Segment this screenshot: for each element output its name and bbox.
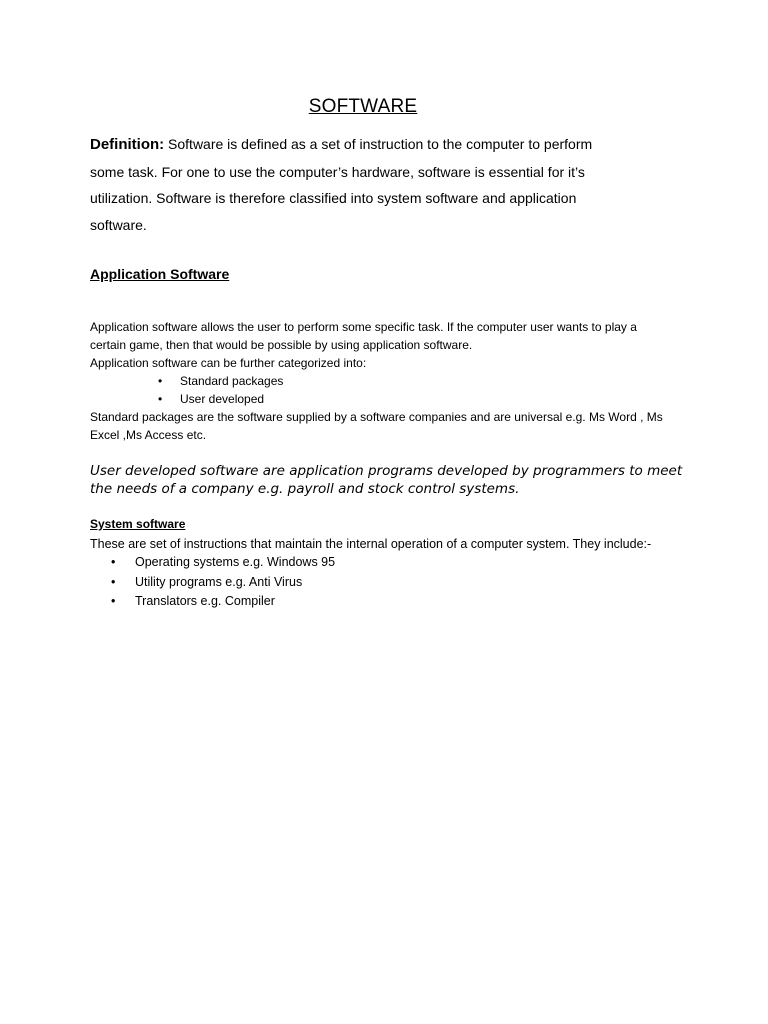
bullet-icon: • [158, 374, 163, 388]
application-software-section [90, 318, 670, 444]
standard-packages-paragraph: Standard packages are the software supplied by a software companies and are universal e.g. Ms Word , Ms Excel ,Ms Access etc. [90, 410, 663, 442]
bullet-icon: • [111, 574, 116, 589]
bullet-icon: • [111, 555, 116, 569]
page-title: SOFTWARE [308, 96, 418, 117]
definition-term: Definition: [90, 136, 165, 153]
application-intro: Application software allows the user to perform some specific task. If the computer user wants to play a certain game, then that would be possible by using application software. [90, 320, 637, 352]
bullet-icon: • [158, 392, 163, 406]
bullet-icon: • [111, 594, 116, 608]
definition-paragraph [90, 131, 600, 238]
category-label: User developed [180, 392, 265, 406]
system-software-intro: These are set of instructions that maintain the internal operation of a computer system. They include:- [90, 537, 652, 551]
list-item [90, 372, 670, 390]
system-item-label: Translators e.g. Compiler [135, 594, 275, 608]
system-item-label: Operating systems e.g. Windows 95 [135, 555, 336, 569]
user-developed-paragraph: User developed software are application programs developed by programmers to meet the needs of a company e.g. payroll and stock control systems. [90, 463, 683, 497]
system-software-list [90, 553, 335, 612]
application-categorized-text: Application software can be further categorized into: [90, 356, 367, 370]
system-item-label: Utility programs e.g. Anti Virus [135, 574, 303, 589]
list-item [90, 553, 335, 573]
application-categories-list [90, 372, 670, 408]
list-item [90, 390, 670, 408]
application-software-heading: Application Software [90, 266, 230, 282]
category-label: Standard packages [180, 374, 284, 388]
list-item [90, 592, 335, 612]
system-software-heading: System software [90, 517, 186, 531]
definition-text: Software is defined as a set of instruction to the computer to perform some task. For one to use the computer’s hardware, software is essential for it’s utilization. Software is therefore classified into system software and application software. [90, 136, 593, 233]
list-item [90, 573, 335, 593]
